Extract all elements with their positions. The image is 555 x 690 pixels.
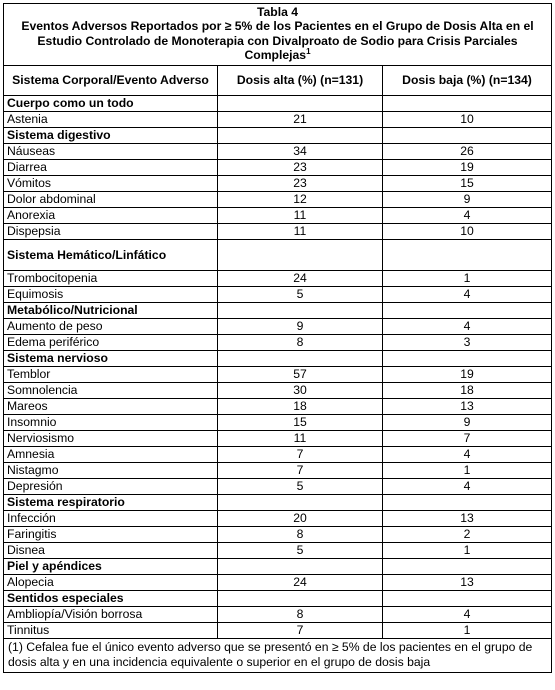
high-dose-value: 21 xyxy=(218,111,383,127)
event-name: Astenia xyxy=(4,111,218,127)
section-row xyxy=(4,494,552,510)
table-row xyxy=(4,478,552,494)
section-empty-cell xyxy=(383,590,552,606)
section-name: Sistema nervioso xyxy=(4,350,218,366)
table-row xyxy=(4,159,552,175)
low-dose-value: 3 xyxy=(383,334,552,350)
high-dose-value: 23 xyxy=(218,159,383,175)
section-empty-cell xyxy=(218,590,383,606)
high-dose-value: 11 xyxy=(218,207,383,223)
table-row xyxy=(4,207,552,223)
section-empty-cell xyxy=(218,95,383,111)
low-dose-value: 19 xyxy=(383,366,552,382)
high-dose-value: 24 xyxy=(218,574,383,590)
table-row xyxy=(4,398,552,414)
section-row xyxy=(4,350,552,366)
event-name: Nerviosismo xyxy=(4,430,218,446)
low-dose-value: 10 xyxy=(383,223,552,239)
table-body xyxy=(4,95,552,638)
low-dose-value: 1 xyxy=(383,270,552,286)
section-row xyxy=(4,590,552,606)
table-row xyxy=(4,542,552,558)
header-body-system: Sistema Corporal/Evento Adverso xyxy=(4,65,218,95)
table-row xyxy=(4,430,552,446)
event-name: Equimosis xyxy=(4,286,218,302)
low-dose-value: 4 xyxy=(383,207,552,223)
section-row xyxy=(4,239,552,270)
header-row xyxy=(4,65,552,95)
high-dose-value: 7 xyxy=(218,622,383,638)
event-name: Aumento de peso xyxy=(4,318,218,334)
section-empty-cell xyxy=(383,95,552,111)
low-dose-value: 2 xyxy=(383,526,552,542)
low-dose-value: 13 xyxy=(383,398,552,414)
table-row xyxy=(4,462,552,478)
section-empty-cell xyxy=(218,302,383,318)
event-name: Dispepsia xyxy=(4,223,218,239)
section-row xyxy=(4,127,552,143)
table-row xyxy=(4,366,552,382)
high-dose-value: 8 xyxy=(218,334,383,350)
low-dose-value: 9 xyxy=(383,414,552,430)
high-dose-value: 5 xyxy=(218,542,383,558)
high-dose-value: 8 xyxy=(218,606,383,622)
low-dose-value: 4 xyxy=(383,478,552,494)
event-name: Náuseas xyxy=(4,143,218,159)
section-empty-cell xyxy=(218,350,383,366)
table-number: Tabla 4 xyxy=(256,5,299,19)
high-dose-value: 34 xyxy=(218,143,383,159)
event-name: Somnolencia xyxy=(4,382,218,398)
section-empty-cell xyxy=(218,558,383,574)
table-caption: Eventos Adversos Reportados por ≥ 5% de los Pacientes en el Grupo de Dosis Alta en el Estudio Controlado de Monoterapia con Divalproato de Sodio para Crisis Parciales Complejas$^1$ xyxy=(21,19,534,63)
section-name: Sentidos especiales xyxy=(4,590,218,606)
low-dose-value: 1 xyxy=(383,622,552,638)
event-name: Alopecia xyxy=(4,574,218,590)
table-row xyxy=(4,175,552,191)
table-row xyxy=(4,143,552,159)
event-name: Tinnitus xyxy=(4,622,218,638)
footnote-marker: 1 xyxy=(306,47,311,57)
section-empty-cell xyxy=(383,494,552,510)
high-dose-value: 24 xyxy=(218,270,383,286)
event-name: Faringitis xyxy=(4,526,218,542)
low-dose-value: 4 xyxy=(383,606,552,622)
table-row xyxy=(4,223,552,239)
table-row xyxy=(4,622,552,638)
section-row xyxy=(4,302,552,318)
low-dose-value: 13 xyxy=(383,510,552,526)
low-dose-value: 10 xyxy=(383,111,552,127)
event-name: Dolor abdominal xyxy=(4,191,218,207)
section-empty-cell xyxy=(383,558,552,574)
table-row xyxy=(4,286,552,302)
high-dose-value: 18 xyxy=(218,398,383,414)
table-row xyxy=(4,334,552,350)
event-name: Diarrea xyxy=(4,159,218,175)
low-dose-value: 18 xyxy=(383,382,552,398)
event-name: Nistagmo xyxy=(4,462,218,478)
table-row xyxy=(4,270,552,286)
high-dose-value: 5 xyxy=(218,478,383,494)
high-dose-value: 7 xyxy=(218,462,383,478)
table-footnote: (1) Cefalea fue el único evento adverso que se presentó en ≥ 5% de los pacientes en el grupo de dosis alta y en una incidencia equivalente o superior en el grupo de dosis baja xyxy=(4,638,552,672)
event-name: Trombocitopenia xyxy=(4,270,218,286)
table-row xyxy=(4,382,552,398)
event-name: Disnea xyxy=(4,542,218,558)
table-row xyxy=(4,111,552,127)
adverse-events-document xyxy=(3,3,551,673)
low-dose-value: 19 xyxy=(383,159,552,175)
event-name: Ambliopía/Visión borrosa xyxy=(4,606,218,622)
section-name: Metabólico/Nutricional xyxy=(4,302,218,318)
low-dose-value: 26 xyxy=(383,143,552,159)
low-dose-value: 7 xyxy=(383,430,552,446)
event-name: Vómitos xyxy=(4,175,218,191)
high-dose-value: 30 xyxy=(218,382,383,398)
low-dose-value: 9 xyxy=(383,191,552,207)
high-dose-value: 23 xyxy=(218,175,383,191)
table-title xyxy=(4,4,552,66)
low-dose-value: 1 xyxy=(383,542,552,558)
high-dose-value: 7 xyxy=(218,446,383,462)
table-row xyxy=(4,526,552,542)
section-empty-cell xyxy=(383,127,552,143)
high-dose-value: 57 xyxy=(218,366,383,382)
section-row xyxy=(4,558,552,574)
table-row xyxy=(4,574,552,590)
event-name: Anorexia xyxy=(4,207,218,223)
header-low-dose: Dosis baja (%) (n=134) xyxy=(383,65,552,95)
high-dose-value: 20 xyxy=(218,510,383,526)
high-dose-value: 5 xyxy=(218,286,383,302)
high-dose-value: 15 xyxy=(218,414,383,430)
low-dose-value: 4 xyxy=(383,446,552,462)
table-row xyxy=(4,446,552,462)
event-name: Amnesia xyxy=(4,446,218,462)
section-empty-cell xyxy=(383,302,552,318)
section-name: Sistema digestivo xyxy=(4,127,218,143)
table-row xyxy=(4,606,552,622)
section-name: Cuerpo como un todo xyxy=(4,95,218,111)
event-name: Mareos xyxy=(4,398,218,414)
section-empty-cell xyxy=(218,239,383,270)
high-dose-value: 9 xyxy=(218,318,383,334)
low-dose-value: 4 xyxy=(383,286,552,302)
section-name: Sistema respiratorio xyxy=(4,494,218,510)
section-name: Piel y apéndices xyxy=(4,558,218,574)
section-row xyxy=(4,95,552,111)
table-row xyxy=(4,414,552,430)
table-row xyxy=(4,510,552,526)
high-dose-value: 8 xyxy=(218,526,383,542)
high-dose-value: 11 xyxy=(218,430,383,446)
event-name: Insomnio xyxy=(4,414,218,430)
event-name: Edema periférico xyxy=(4,334,218,350)
table-row xyxy=(4,191,552,207)
event-name: Depresión xyxy=(4,478,218,494)
low-dose-value: 4 xyxy=(383,318,552,334)
adverse-events-table xyxy=(3,3,552,673)
section-empty-cell xyxy=(218,494,383,510)
section-name: Sistema Hemático/Linfático xyxy=(4,239,218,270)
table-row xyxy=(4,318,552,334)
section-empty-cell xyxy=(383,239,552,270)
high-dose-value: 11 xyxy=(218,223,383,239)
header-high-dose: Dosis alta (%) (n=131) xyxy=(218,65,383,95)
high-dose-value: 12 xyxy=(218,191,383,207)
event-name: Infección xyxy=(4,510,218,526)
low-dose-value: 15 xyxy=(383,175,552,191)
low-dose-value: 1 xyxy=(383,462,552,478)
section-empty-cell xyxy=(383,350,552,366)
event-name: Temblor xyxy=(4,366,218,382)
low-dose-value: 13 xyxy=(383,574,552,590)
section-empty-cell xyxy=(218,127,383,143)
